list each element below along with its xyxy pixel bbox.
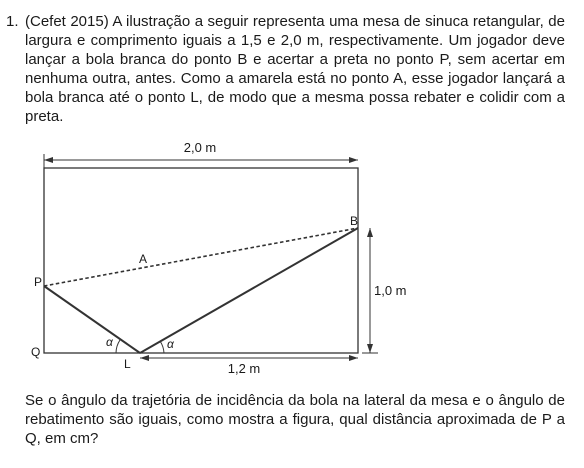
question-prompt: Se o ângulo da trajetória de incidência da bola na lateral da mesa e o ângulo de rebatimento são iguais, como mostra a figura, qual distância aproximada de P a Q, em cm? [25, 392, 565, 447]
point-P-label: P [34, 275, 43, 289]
height-arrow-bottom [367, 344, 373, 353]
width-label: 2,0 m [183, 140, 217, 155]
point-B-label: B [350, 214, 359, 228]
width-arrow-right [349, 157, 358, 163]
height-label: 1,0 m [374, 283, 407, 298]
question-number: 1. [6, 13, 19, 30]
segment-label: 1,2 m [227, 361, 261, 376]
dashed-path-P-B [44, 228, 358, 286]
segment-arrow-right [349, 355, 358, 361]
point-L-label: L [124, 357, 131, 371]
point-Q-label: Q [31, 345, 41, 359]
pool-table-figure [0, 130, 584, 380]
angle-arc-right [160, 341, 164, 353]
angle-arc-left [116, 340, 120, 353]
segment-arrow-left [140, 355, 149, 361]
angle-label-right: α [167, 337, 174, 351]
question-statement: (Cefet 2015) A ilustração a seguir representa uma mesa de sinuca retangular, de largura e comprimento iguais a 1,5 e 2,0 m, respectivamente. Um jogador deve lançar a bola branca do ponto B e acertar a preta no ponto P, sem acertar em nenhuma outra, antes. Como a amarela está no ponto A, esse jogador lançará a bola branca até o ponto L, de modo que a mesma possa rebater e colidir com a preta. [25, 13, 565, 125]
point-A-label: A [139, 252, 148, 266]
path-B-L [140, 228, 358, 353]
height-arrow-top [367, 228, 373, 237]
table-outline [44, 168, 358, 353]
width-arrow-left [44, 157, 53, 163]
angle-label-left: α [106, 335, 113, 349]
path-L-P [44, 286, 140, 353]
